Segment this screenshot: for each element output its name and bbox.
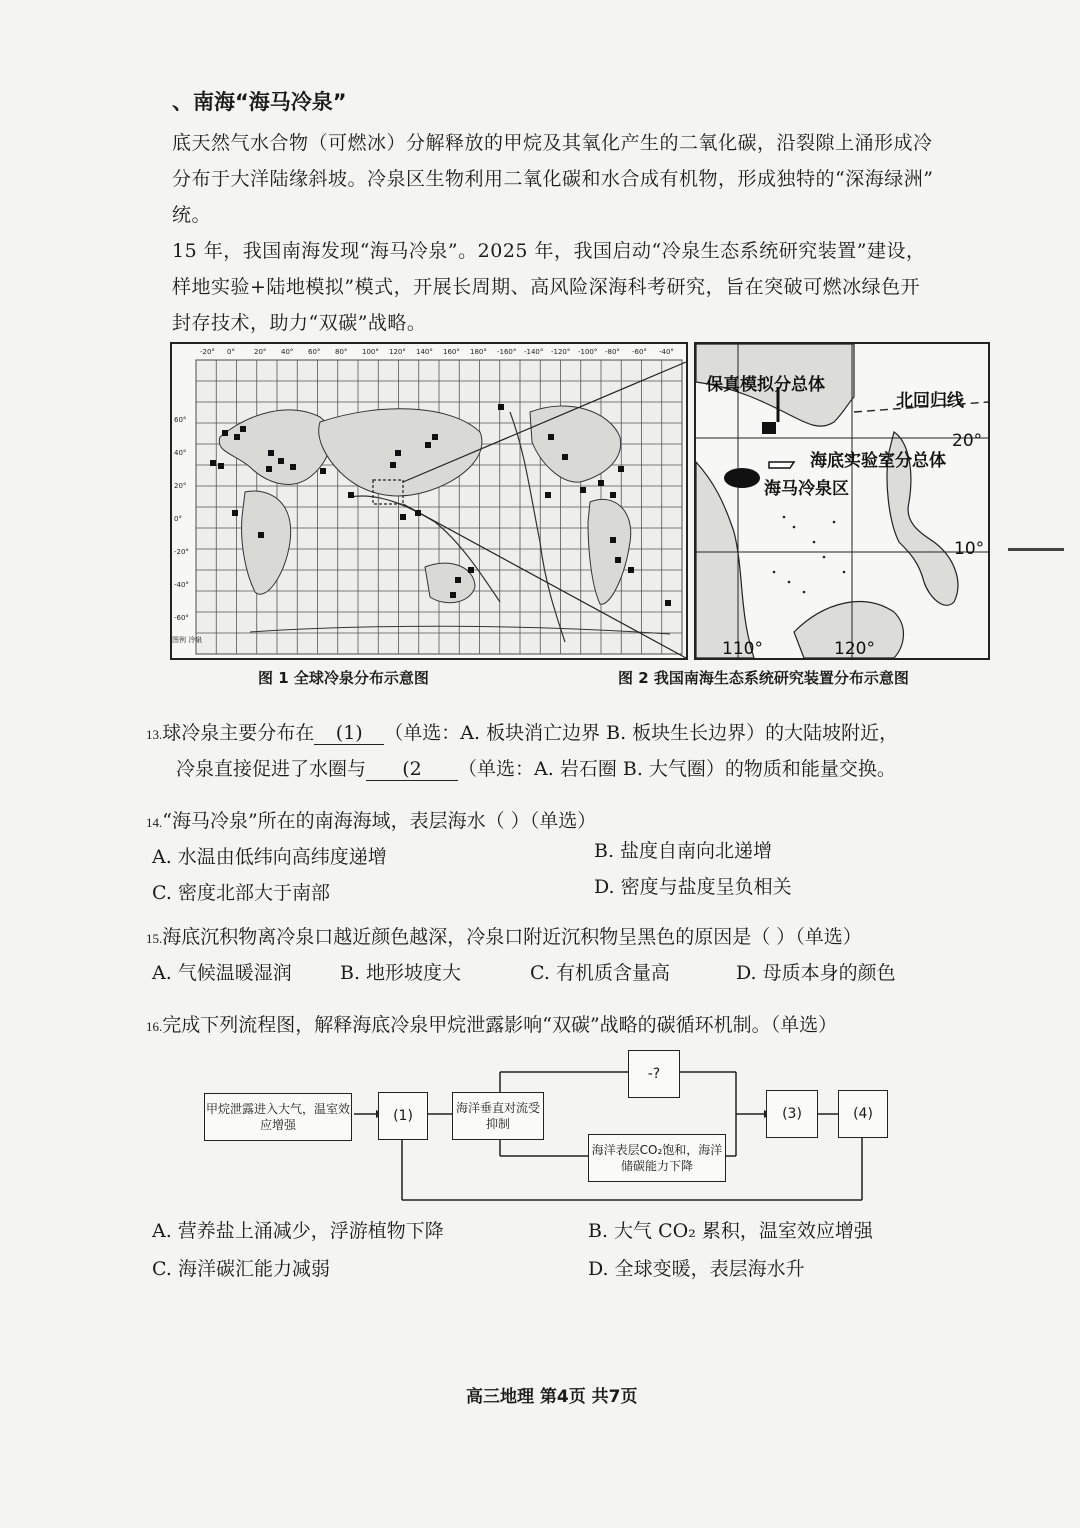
q13-blank-2[interactable]: (2	[366, 758, 458, 781]
q13-line-1	[146, 718, 898, 745]
map-top-tick: -160°	[497, 348, 517, 356]
figure1-map	[170, 342, 688, 660]
map-top-tick: 0°	[227, 348, 235, 356]
label-seep: 海马冷泉区	[764, 479, 849, 499]
q15-option-d[interactable]: D. 母质本身的颜色	[736, 962, 896, 984]
flow-box-4[interactable]: (4)	[838, 1090, 888, 1138]
label-simulation: 保真模拟分总体	[706, 375, 825, 395]
map-top-tick: 140°	[416, 348, 433, 356]
map-top-tick: 100°	[362, 348, 379, 356]
map-top-tick: 20°	[254, 348, 267, 356]
q13-text-d: （单选：A. 岩石圈 B. 大气圈）的物质和能量交换。	[458, 758, 896, 780]
q14-option-c[interactable]: C. 密度北部大于南部	[152, 882, 330, 904]
map-left-tick: 40°	[174, 449, 187, 457]
label-lon120: 120°	[834, 639, 875, 659]
map-top-tick: 180°	[470, 348, 487, 356]
q16-option-d[interactable]: D. 全球变暖，表层海水升	[588, 1258, 805, 1280]
q14-option-a[interactable]: A. 水温由低纬向高纬度递增	[152, 846, 387, 868]
flow-box-1[interactable]: (1)	[378, 1092, 428, 1140]
map-top-tick: -140°	[524, 348, 544, 356]
flow-box-vertical: 海洋垂直对流受抑制	[452, 1092, 544, 1140]
flow-box-2[interactable]: -?	[628, 1050, 680, 1098]
q16-option-b[interactable]: B. 大气 CO₂ 累积，温室效应增强	[588, 1220, 873, 1242]
intro-line-6: 封存技术，助力“双碳”战略。	[172, 312, 427, 334]
label-lat20: 20°	[952, 431, 983, 451]
q15-stem	[146, 922, 862, 949]
map-top-tick: -60°	[632, 348, 647, 356]
map-left-tick: 60°	[174, 416, 187, 424]
map-top-tick: 120°	[389, 348, 406, 356]
flow-box-start: 甲烷泄露进入大气，温室效应增强	[204, 1093, 352, 1141]
q15-option-a[interactable]: A. 气候温暖湿润	[152, 962, 292, 984]
map-left-tick: 20°	[174, 482, 187, 490]
q15-stem-text: 海底沉积物离冷泉口越近颜色越深，冷泉口附近沉积物呈黑色的原因是（ ）（单选）	[162, 926, 862, 948]
scan-mark	[1008, 548, 1064, 551]
q16-stem-text: 完成下列流程图，解释海底冷泉甲烷泄露影响“双碳”战略的碳循环机制。（单选）	[162, 1014, 838, 1036]
q13-blank-1[interactable]: (1)	[314, 722, 384, 745]
figure1-caption: 图 1 全球冷泉分布示意图	[258, 669, 429, 687]
intro-line-3: 统。	[172, 204, 212, 226]
q15-number: 15.	[146, 931, 163, 946]
map-top-tick: 160°	[443, 348, 460, 356]
intro-line-5: 样地实验+陆地模拟”模式，开展长周期、高风险深海科考研究，旨在突破可燃冰绿色开	[172, 276, 921, 298]
map-top-tick: -40°	[659, 348, 674, 356]
intro-line-4: 15 年，我国南海发现“海马冷泉”。2025 年，我国启动“冷泉生态系统研究装置”建设，	[172, 240, 926, 262]
map-top-tick: -120°	[551, 348, 571, 356]
q16-option-a[interactable]: A. 营养盐上涌减少，浮游植物下降	[152, 1220, 444, 1242]
q13-text-c: 冷泉直接促进了水圈与	[176, 758, 367, 780]
section-title: 、南海“海马冷泉”	[172, 90, 347, 114]
q16-number: 16.	[146, 1019, 163, 1034]
figure2-caption: 图 2 我国南海生态系统研究装置分布示意图	[618, 669, 909, 687]
intro-line-2: 分布于大洋陆缘斜坡。冷泉区生物利用二氧化碳和水合成有机物，形成独特的“深海绿洲”	[172, 168, 934, 190]
q13-number: 13.	[146, 727, 163, 742]
map-left-tick: -40°	[174, 581, 189, 589]
q15-option-b[interactable]: B. 地形坡度大	[340, 962, 462, 984]
map-left-tick: -20°	[174, 548, 189, 556]
q16-stem	[146, 1010, 837, 1037]
q14-stem	[146, 806, 596, 833]
flow-box-co2: 海洋表层CO₂饱和，海洋储碳能力下降	[588, 1134, 726, 1182]
q15-option-c[interactable]: C. 有机质含量高	[530, 962, 670, 984]
q13-line-2	[176, 754, 896, 781]
figure2-map	[694, 342, 990, 660]
map-top-tick: 80°	[335, 348, 348, 356]
intro-line-1: 底天然气水合物（可燃冰）分解释放的甲烷及其氧化产生的二氧化碳，沿裂隙上涌形成冷	[172, 132, 933, 154]
map-top-tick: -20°	[200, 348, 215, 356]
label-lab: 海底实验室分总体	[810, 451, 946, 471]
q16-option-c[interactable]: C. 海洋碳汇能力减弱	[152, 1258, 330, 1280]
map-left-tick: -60°	[174, 614, 189, 622]
map-top-tick: -80°	[605, 348, 620, 356]
map-top-tick: 40°	[281, 348, 294, 356]
figure1-legend: 图例 冷泉	[172, 636, 203, 644]
flow-box-3[interactable]: (3)	[766, 1090, 818, 1138]
label-tropic: 北回归线	[896, 391, 964, 411]
map-top-tick: 60°	[308, 348, 321, 356]
map-left-tick: 0°	[174, 515, 182, 523]
q14-number: 14.	[146, 815, 163, 830]
label-lat10: 10°	[954, 539, 985, 559]
map-top-tick: -100°	[578, 348, 598, 356]
q14-stem-text: “海马冷泉”所在的南海海域，表层海水（ ）（单选）	[162, 810, 597, 832]
q14-option-b[interactable]: B. 盐度自南向北递增	[594, 840, 773, 862]
page-footer: 高三地理 第4页 共7页	[466, 1387, 638, 1407]
q13-text-a: 球冷泉主要分布在	[162, 722, 315, 744]
q13-text-b: （单选：A. 板块消亡边界 B. 板块生长边界）的大陆坡附近，	[384, 722, 899, 744]
q14-option-d[interactable]: D. 密度与盐度呈负相关	[594, 876, 792, 898]
label-lon110: 110°	[722, 639, 763, 659]
